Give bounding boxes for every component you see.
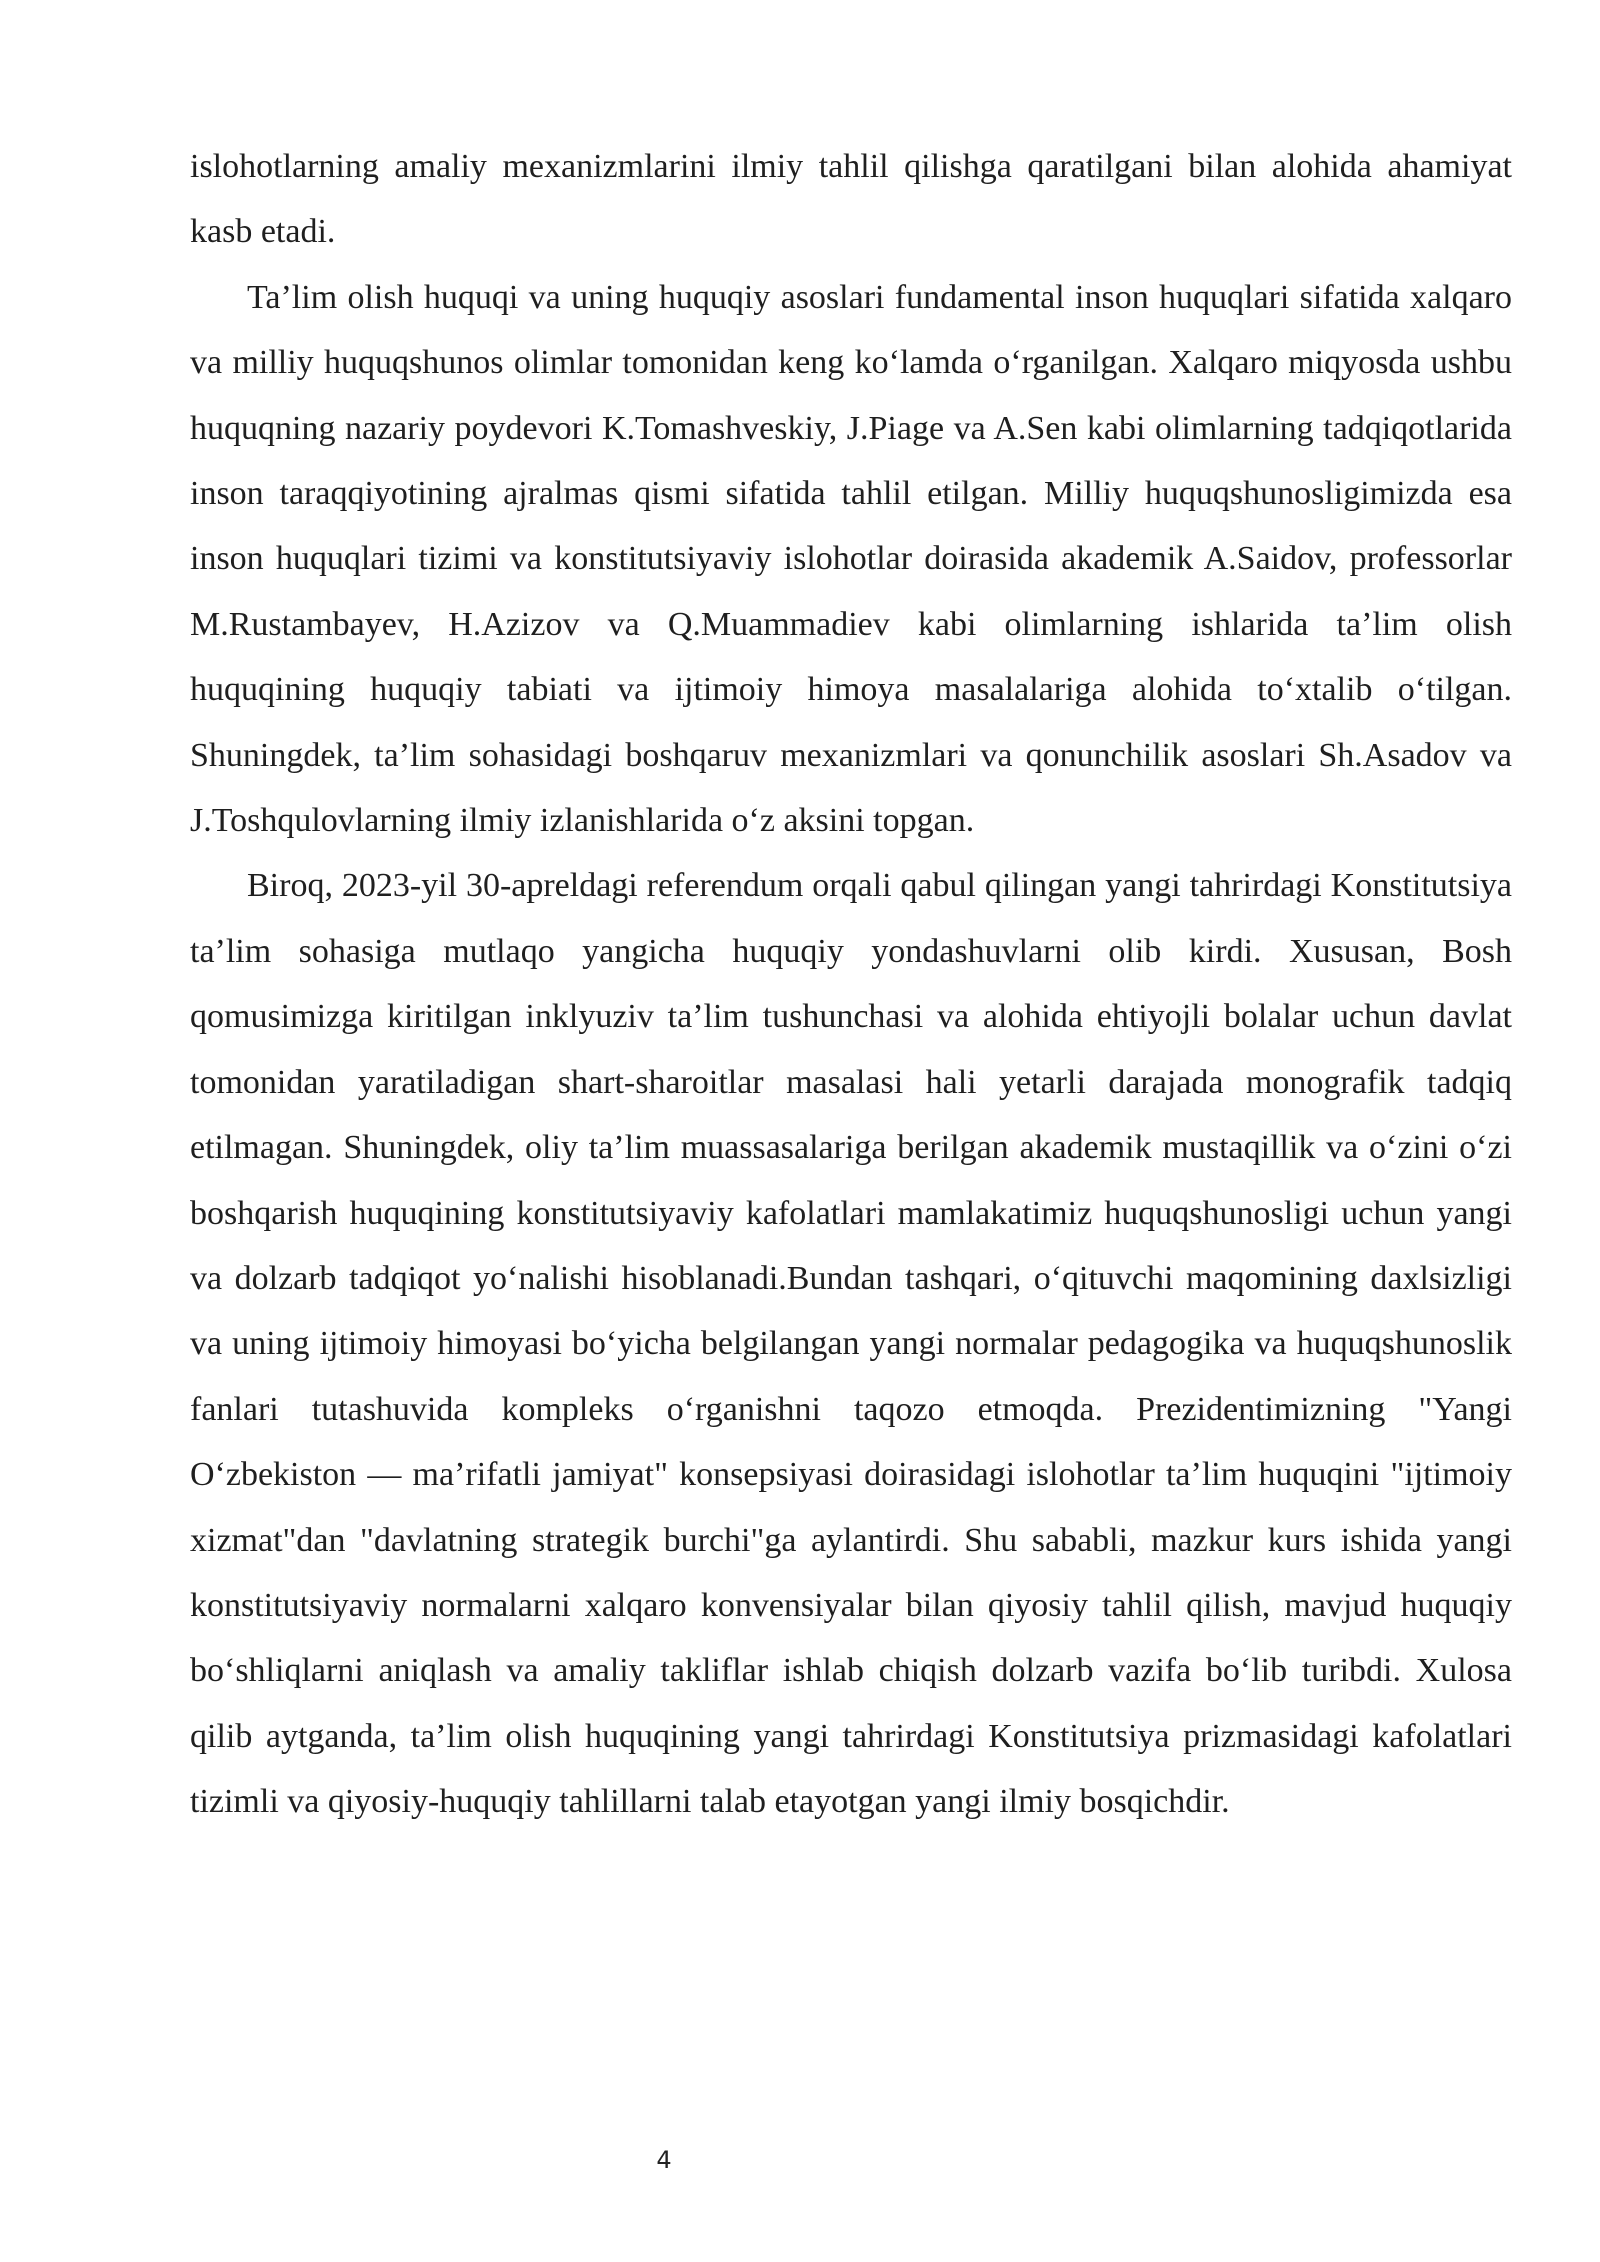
paragraph-continuation: islohotlarning amaliy mexanizmlarini ilmiy tahlil qilishga qaratilgani bilan alohida ahamiyat kasb etadi. (190, 148, 1512, 251)
paragraph-literature-review: Ta’lim olish huquqi va uning huquqiy asoslari fundamental inson huquqlari sifatida xalqaro va milliy huquqshunos olimlar tomonidan keng ko‘lamda o‘rganilgan. Xalqaro miqyosda ushbu huquqning nazariy poydevori K.Tomashveskiy, J.Piage va A.Sen kabi olimlarning tadqiqotlarida inson taraqqiyotining ajralmas qismi sifatida tahlil etilgan. Milliy huquqshunosligimizda esa inson huquqlari tizimi va konstitutsiyaviy islohotlar doirasida akademik A.Saidov, professorlar M.Rustambayev, H.Azizov va Q.Muammadiev kabi olimlarning ishlarida ta’lim olish huquqining huquqiy tabiati va ijtimoiy himoya masalalariga alohida to‘xtalib o‘tilgan. Shuningdek, ta’lim sohasidagi boshqaruv mexanizmlari va qonunchilik asoslari Sh.Asadov va J.Toshqulovlarning ilmiy izlanishlarida o‘z aksini topgan. (190, 278, 1512, 840)
paragraph-research-relevance: Biroq, 2023-yil 30-apreldagi referendum orqali qabul qilingan yangi tahrirdagi Konstitutsiya ta’lim sohasiga mutlaqo yangicha huquqiy yondashuvlarni olib kirdi. Xususan, Bosh qomusimizga kiritilgan inklyuziv ta’lim tushunchasi va alohida ehtiyojli bolalar uchun davlat tomonidan yaratiladigan shart-sharoitlar masalasi hali yetarli darajada monografik tadqiq etilmagan. Shuningdek, oliy ta’lim muassasalariga berilgan akademik mustaqillik va o‘zini o‘zi boshqarish huquqining konstitutsiyaviy kafolatlari mamlakatimiz huquqshunosligi uchun yangi va dolzarb tadqiqot yo‘nalishi hisoblanadi.Bundan tashqari, o‘qituvchi maqomining daxlsizligi va uning ijtimoiy himoyasi bo‘yicha belgilangan yangi normalar pedagogika va huquqshunoslik fanlari tutashuvida kompleks o‘rganishni taqozo etmoqda. Prezidentimizning "Yangi O‘zbekiston — ma’rifatli jamiyat" konsepsiyasi doirasidagi islohotlar ta’lim huquqini "ijtimoiy xizmat"dan "davlatning strategik burchi"ga aylantirdi. Shu sababli, mazkur kurs ishida yangi konstitutsiyaviy normalarni xalqaro konvensiyalar bilan qiyosiy tahlil qilish, mavjud huquqiy bo‘shliqlarni aniqlash va amaliy takliflar ishlab chiqish dolzarb vazifa bo‘lib turibdi. Xulosa qilib aytganda, ta’lim olish huquqining yangi tahrirdagi Konstitutsiya prizmasidagi kafolatlari tizimli va qiyosiy-huquqiy tahlillarni talab etayotgan yangi ilmiy bosqichdir. (190, 867, 1512, 1821)
page-number: 4 (656, 2146, 672, 2174)
document-body (190, 134, 1512, 1835)
